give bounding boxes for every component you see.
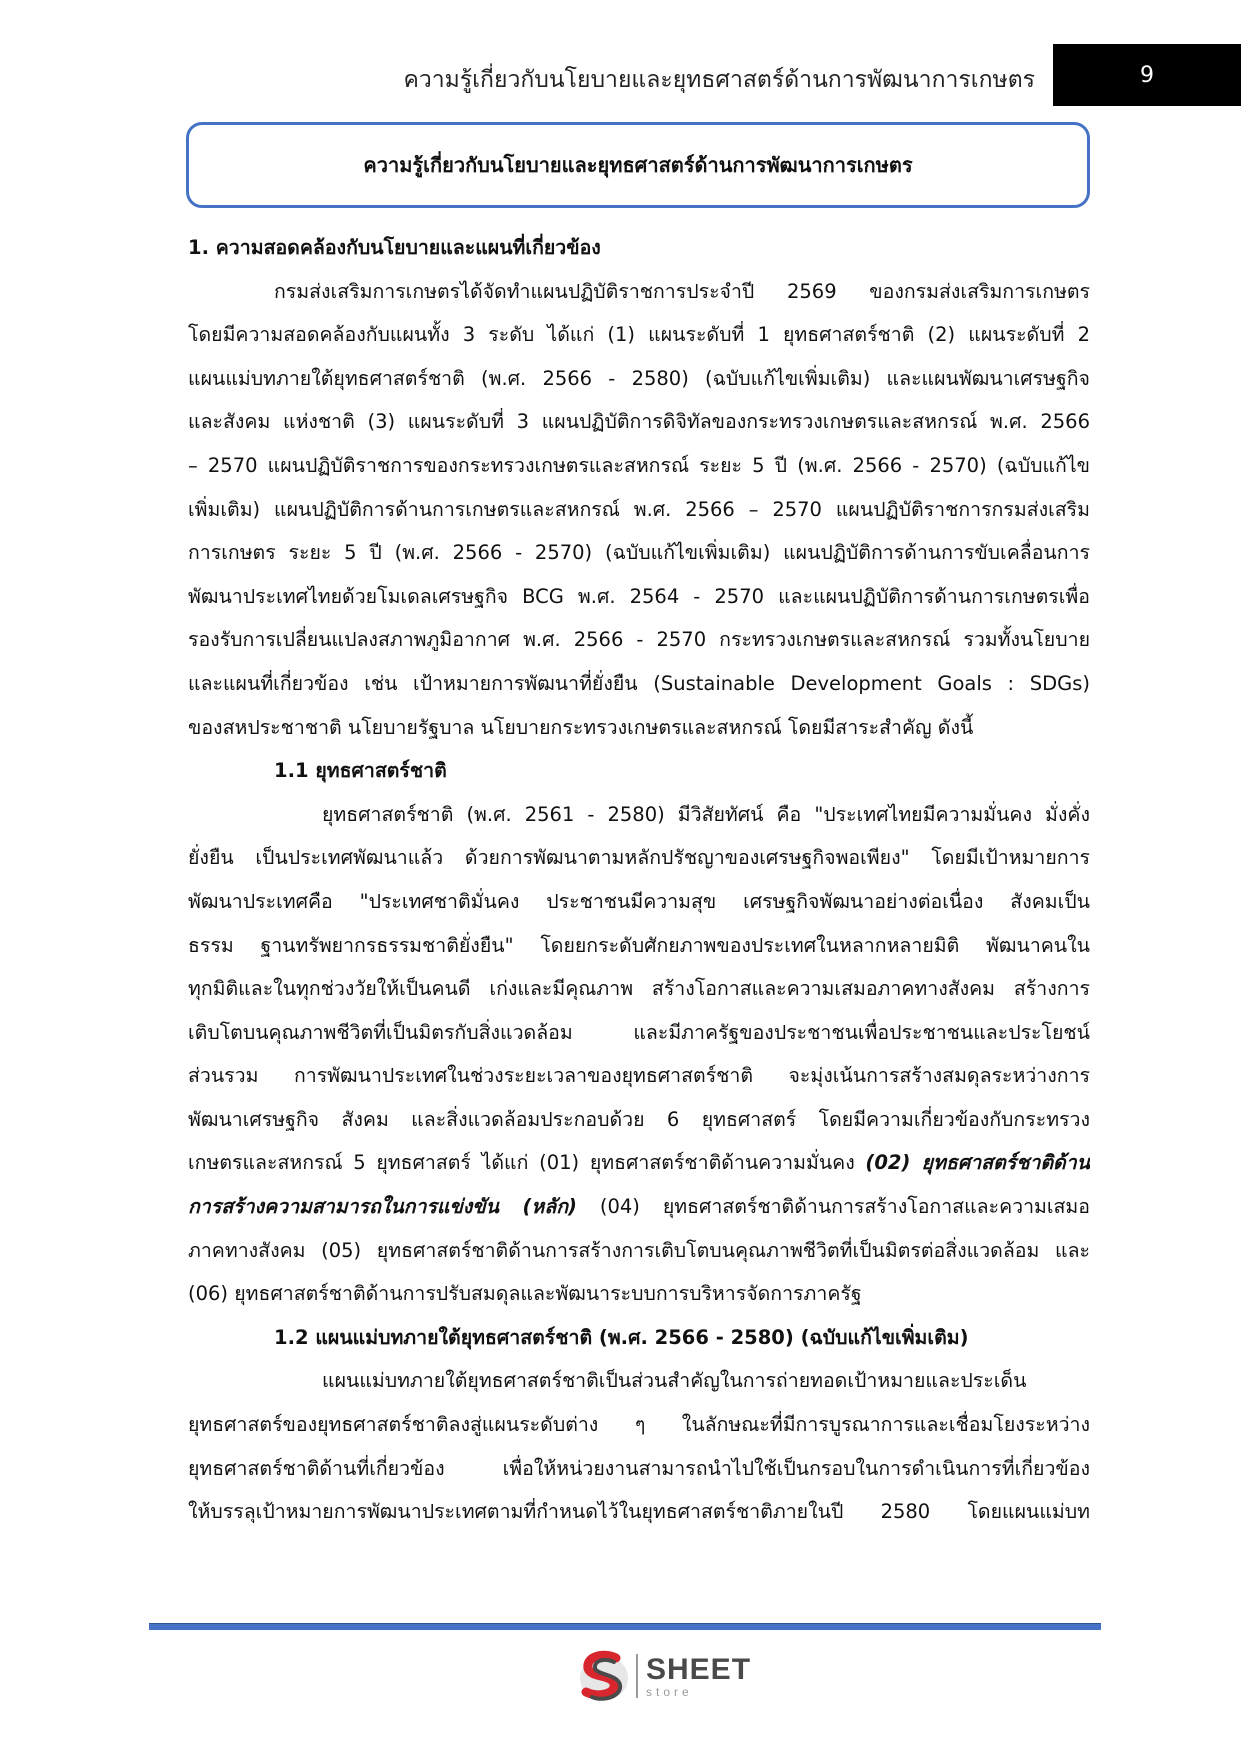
paragraph-line: ให้บรรลุเป้าหมายการพัฒนาประเทศตามที่กำหนดไว้ในยุทธศาสตร์ชาติภายในปี 2580 โดยแผนแม่บท: [188, 1500, 1090, 1524]
emphasized-text: (02) ยุทธศาสตร์ชาติด้าน: [865, 1151, 1090, 1175]
paragraph-line: การเกษตร ระยะ 5 ปี (พ.ศ. 2566 - 2570) (ฉบับแก้ไขเพิ่มเติม) แผนปฏิบัติการด้านการขับเคลื่อนการ: [188, 541, 1090, 565]
paragraph-line: – 2570 แผนปฏิบัติราชการของกระทรวงเกษตรและสหกรณ์ ระยะ 5 ปี (พ.ศ. 2566 - 2570) (ฉบับแก้ไข: [188, 453, 1090, 477]
paragraph-line: ยุทธศาสตร์ของยุทธศาสตร์ชาติลงสู่แผนระดับต่าง ๆ ในลักษณะที่มีการบูรณาการและเชื่อมโยงระหว่าง: [188, 1413, 1090, 1437]
plain-text: (04) ยุทธศาสตร์ชาติด้านการสร้างโอกาสและความเสมอ: [576, 1195, 1090, 1219]
paragraph-line: และแผนที่เกี่ยวข้อง เช่น เป้าหมายการพัฒนาที่ยั่งยืน (Sustainable Development Goals : SDGs): [188, 671, 1090, 695]
paragraph-line: แผนแม่บทภายใต้ยุทธศาสตร์ชาติเป็นส่วนสำคัญในการถ่ายทอดเป้าหมายและประเด็น: [322, 1369, 1027, 1393]
paragraph-line: [188, 1141, 1090, 1185]
section-heading: 1. ความสอดคล้องกับนโยบายและแผนที่เกี่ยวข้อง: [188, 236, 601, 259]
sheet-store-logo: [578, 1646, 751, 1706]
paragraph-line: ส่วนรวม การพัฒนาประเทศในช่วงระยะเวลาของยุทธศาสตร์ชาติ จะมุ่งเน้นการสร้างสมดุลระหว่างการ: [188, 1064, 1090, 1088]
paragraph-line: ยุทธศาสตร์ชาติด้านที่เกี่ยวข้อง เพื่อให้หน่วยงานสามารถนำไปใช้เป็นกรอบในการดำเนินการที่เกี่ยวข้อง: [188, 1456, 1090, 1480]
paragraph-line: แผนแม่บทภายใต้ยุทธศาสตร์ชาติ (พ.ศ. 2566 - 2580) (ฉบับแก้ไขเพิ่มเติม) และแผนพัฒนาเศรษฐกิจ: [188, 366, 1090, 390]
paragraph-line: ทุกมิติและในทุกช่วงวัยให้เป็นคนดี เก่งและมีคุณภาพ สร้างโอกาสและความเสมอภาคทางสังคม สร้างการ: [188, 977, 1090, 1001]
paragraph-line: เพิ่มเติม) แผนปฏิบัติการด้านการเกษตรและสหกรณ์ พ.ศ. 2566 – 2570 แผนปฏิบัติราชการกรมส่งเสริม: [188, 497, 1090, 521]
paragraph-line: และสังคม แห่งชาติ (3) แผนระดับที่ 3 แผนปฏิบัติการดิจิทัลของกระทรวงเกษตรและสหกรณ์ พ.ศ. 2566: [188, 410, 1090, 434]
subsection-heading: 1.2 แผนแม่บทภายใต้ยุทธศาสตร์ชาติ (พ.ศ. 2566 - 2580) (ฉบับแก้ไขเพิ่มเติม): [274, 1325, 969, 1349]
page-number: 9: [1140, 62, 1154, 88]
logo-separator: [636, 1654, 638, 1698]
document-body: [188, 226, 1090, 1534]
paragraph-line: กรมส่งเสริมการเกษตรได้จัดทำแผนปฏิบัติราชการประจำปี 2569 ของกรมส่งเสริมการเกษตร: [274, 279, 1090, 303]
paragraph-line: [188, 1185, 1090, 1229]
subsection-heading: 1.1 ยุทธศาสตร์ชาติ: [274, 759, 447, 783]
paragraph-line: เติบโตบนคุณภาพชีวิตที่เป็นมิตรกับสิ่งแวดล้อม และมีภาครัฐของประชาชนเพื่อประชาชนและประโยชน์: [188, 1020, 1090, 1044]
page-number-box: [1053, 44, 1241, 106]
logo-sub: store: [646, 1684, 693, 1699]
paragraph-line: พัฒนาประเทศไทยด้วยโมเดลเศรษฐกิจ BCG พ.ศ. 2564 - 2570 และแผนปฏิบัติการด้านการเกษตรเพื่อ: [188, 584, 1090, 608]
paragraph-line: ยุทธศาสตร์ชาติ (พ.ศ. 2561 - 2580) มีวิสัยทัศน์ คือ "ประเทศไทยมีความมั่นคง มั่งคั่ง: [322, 802, 1090, 826]
paragraph-line: รองรับการเปลี่ยนแปลงสภาพภูมิอากาศ พ.ศ. 2566 - 2570 กระทรวงเกษตรและสหกรณ์ รวมทั้งนโยบาย: [188, 628, 1090, 652]
emphasized-text: การสร้างความสามารถในการแข่งขัน (หลัก): [188, 1195, 577, 1219]
page-title: ความรู้เกี่ยวกับนโยบายและยุทธศาสตร์ด้านการพัฒนาการเกษตร: [363, 153, 913, 177]
paragraph-line: ของสหประชาชาติ นโยบายรัฐบาล นโยบายกระทรวงเกษตรและสหกรณ์ โดยมีสาระสำคัญ ดังนี้: [188, 715, 974, 739]
plain-text: เกษตรและสหกรณ์ 5 ยุทธศาสตร์ ได้แก่ (01) ยุทธศาสตร์ชาติด้านความมั่นคง: [188, 1151, 866, 1175]
paragraph-line: (06) ยุทธศาสตร์ชาติด้านการปรับสมดุลและพัฒนาระบบการบริหารจัดการภาครัฐ: [188, 1282, 862, 1306]
paragraph-line: ธรรม ฐานทรัพยากรธรรมชาติยั่งยืน" โดยยกระดับศักยภาพของประเทศในหลากหลายมิติ พัฒนาคนใน: [188, 933, 1090, 957]
s-mark-icon: [578, 1648, 630, 1704]
logo-brand: SHEET: [646, 1652, 752, 1686]
footer-rule: [149, 1623, 1101, 1630]
paragraph-line: โดยมีความสอดคล้องกับแผนทั้ง 3 ระดับ ได้แก่ (1) แผนระดับที่ 1 ยุทธศาสตร์ชาติ (2) แผนระดับที่ 2: [188, 323, 1090, 347]
logo-text: [646, 1652, 752, 1699]
paragraph-line: ภาคทางสังคม (05) ยุทธศาสตร์ชาติด้านการสร้างการเติบโตบนคุณภาพชีวิตที่เป็นมิตรต่อสิ่งแวดล้อม และ: [188, 1238, 1090, 1262]
running-header-title: ความรู้เกี่ยวกับนโยบายและยุทธศาสตร์ด้านการพัฒนาการเกษตร: [403, 67, 1035, 93]
paragraph-line: พัฒนาเศรษฐกิจ สังคม และสิ่งแวดล้อมประกอบด้วย 6 ยุทธศาสตร์ โดยมีความเกี่ยวข้องกับกระทรวง: [188, 1107, 1090, 1131]
paragraph-line: ยั่งยืน เป็นประเทศพัฒนาแล้ว ด้วยการพัฒนาตามหลักปรัชญาของเศรษฐกิจพอเพียง" โดยมีเป้าหมายการ: [188, 846, 1090, 870]
paragraph-line: พัฒนาประเทศคือ "ประเทศชาติมั่นคง ประชาชนมีความสุข เศรษฐกิจพัฒนาอย่างต่อเนื่อง สังคมเป็น: [188, 889, 1090, 913]
title-box: [186, 122, 1090, 208]
